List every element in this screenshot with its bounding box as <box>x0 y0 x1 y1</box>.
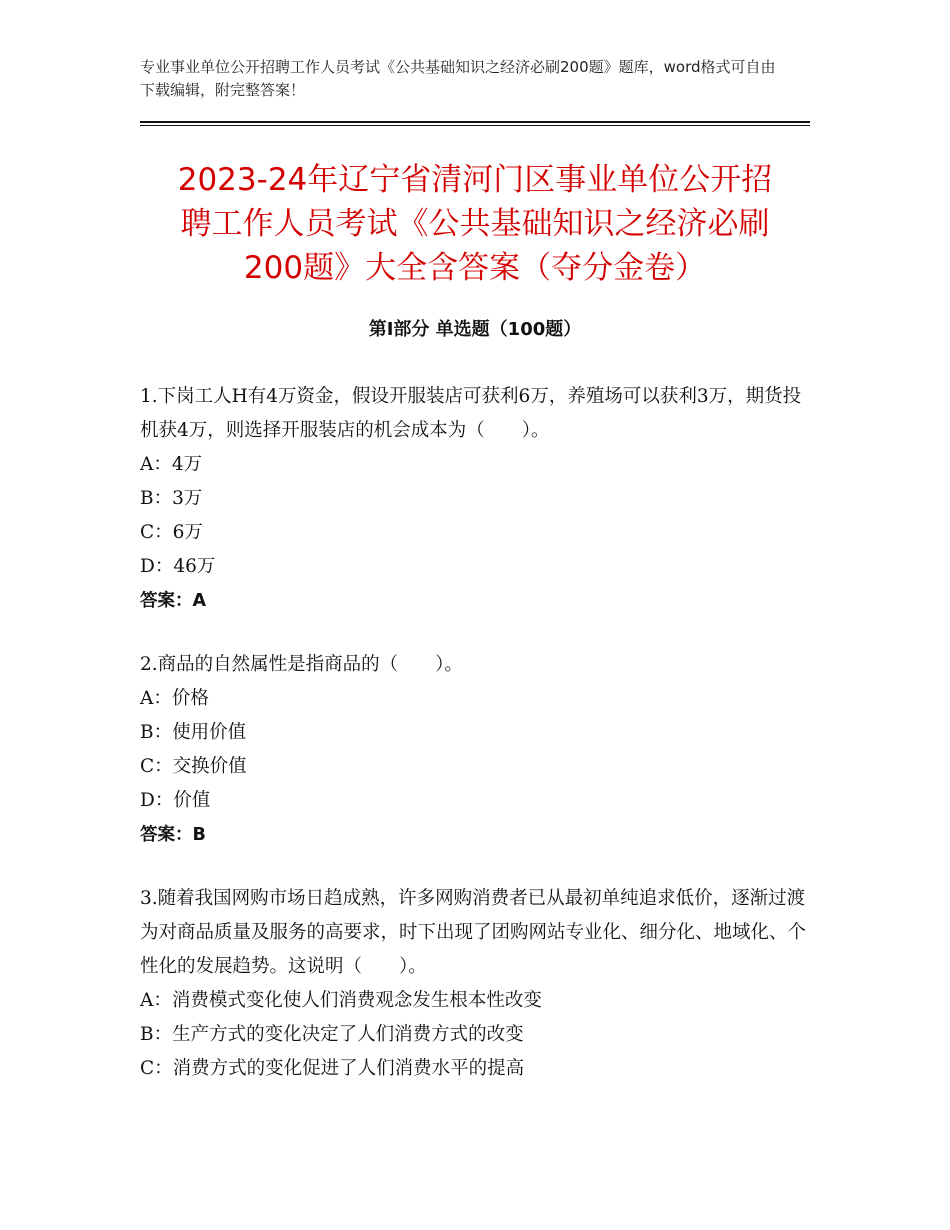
question-list <box>140 380 810 1116</box>
question-3 <box>140 882 810 1086</box>
answer: 答案：A <box>140 591 207 611</box>
option-b: B：生产方式的变化决定了人们消费方式的改变 <box>140 1024 524 1045</box>
question-stem: 3.随着我国网购市场日趋成熟，许多网购消费者已从最初单纯追求低价，逐渐过渡为对商品质量及服务的高要求，时下出现了团购网站专业化、细分化、地域化、个性化的发展趋势。这说明（ ）。 <box>140 888 807 977</box>
option-c: C：交换价值 <box>140 756 247 777</box>
question-2 <box>140 648 810 852</box>
answer: 答案：B <box>140 825 206 845</box>
question-1 <box>140 380 810 618</box>
option-b: B：3万 <box>140 488 203 509</box>
title-line-2: 聘工作人员考试《公共基础知识之经济必刷 <box>180 206 770 242</box>
title-line-3: 200题》大全含答案（夺分金卷） <box>243 250 707 286</box>
option-d: D：价值 <box>140 790 211 811</box>
option-c: C：6万 <box>140 522 203 543</box>
header-divider-thin <box>140 125 810 126</box>
title-line-1: 2023-24年辽宁省清河门区事业单位公开招 <box>177 162 773 198</box>
option-a: A：价格 <box>140 688 209 709</box>
option-c: C：消费方式的变化促进了人们消费水平的提高 <box>140 1058 525 1079</box>
document-title <box>140 158 810 290</box>
option-a: A：消费模式变化使人们消费观念发生根本性改变 <box>140 990 542 1011</box>
question-stem: 2.商品的自然属性是指商品的（ ）。 <box>140 654 463 675</box>
header-note: 专业事业单位公开招聘工作人员考试《公共基础知识之经济必刷200题》题库，word格式可自由下载编辑，附完整答案！ <box>140 58 776 99</box>
question-stem: 1.下岗工人H有4万资金，假设开服装店可获利6万，养殖场可以获利3万，期货投机获4万，则选择开服装店的机会成本为（ ）。 <box>140 386 802 441</box>
option-b: B：使用价值 <box>140 722 247 743</box>
section-heading: 第Ⅰ部分 单选题（100题） <box>368 319 582 340</box>
header-divider-thick <box>140 121 810 123</box>
option-d: D：46万 <box>140 556 216 577</box>
option-a: A：4万 <box>140 454 203 475</box>
